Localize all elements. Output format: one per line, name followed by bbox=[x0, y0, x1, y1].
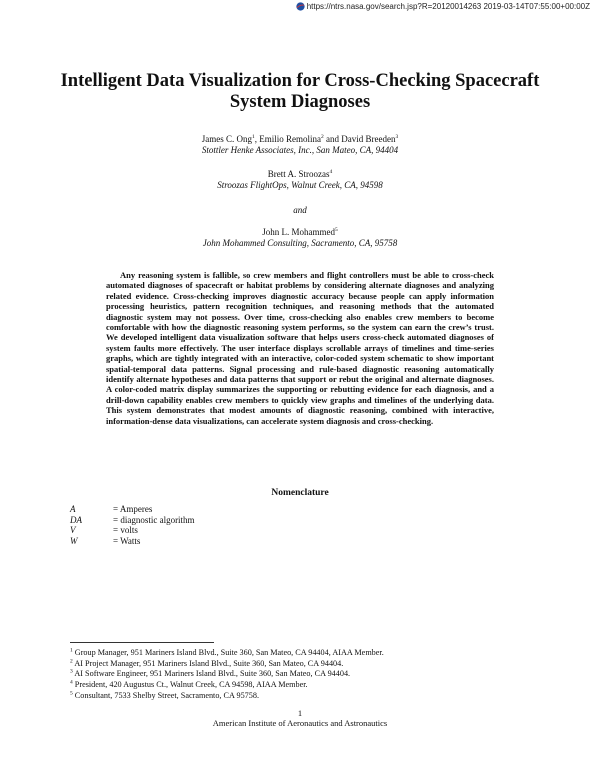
source-url[interactable]: https://ntrs.nasa.gov/search.jsp?R=20120014263 2019-03-14T07:55:00+00:00Z bbox=[306, 2, 590, 11]
page-number: 1 bbox=[297, 708, 303, 718]
footnote bbox=[70, 691, 384, 702]
footnote-divider bbox=[70, 642, 214, 643]
nomenclature-title: Nomenclature bbox=[271, 488, 329, 498]
title-line-1: Intelligent Data Visualization for Cross-Checking Spacecraft bbox=[60, 71, 540, 91]
nomenclature-entry bbox=[70, 515, 195, 526]
footnote-text: President, 420 Augustus Ct., Walnut Creek, CA 94598, AIAA Member. bbox=[74, 680, 308, 690]
footnote-text: Consultant, 7533 Shelby Street, Sacramento, CA 95758. bbox=[74, 690, 259, 700]
footnote bbox=[70, 648, 384, 659]
author-names bbox=[40, 169, 560, 180]
author-block-2 bbox=[40, 169, 560, 191]
author-affiliation: Stottler Henke Associates, Inc., San Mateo, CA, 94404 bbox=[201, 145, 399, 155]
footnote-text: AI Project Manager, 951 Mariners Island Blvd., Suite 360, San Mateo, CA 94404. bbox=[74, 658, 344, 668]
footnote bbox=[70, 680, 384, 691]
nomenclature-definition: = Amperes bbox=[113, 504, 153, 514]
author-name: James C. Ong bbox=[201, 134, 252, 144]
nomenclature-entry bbox=[70, 504, 195, 515]
author-footnote-mark: 1 bbox=[252, 134, 255, 140]
footnote-number: 2 bbox=[70, 657, 73, 664]
nomenclature-symbol: V bbox=[70, 525, 76, 536]
nomenclature-definition: = Watts bbox=[113, 535, 141, 546]
author-block-1 bbox=[40, 134, 560, 156]
author-name: David Breeden bbox=[341, 134, 396, 144]
author-footnote-mark: 4 bbox=[329, 169, 333, 175]
author-block-3 bbox=[40, 227, 560, 249]
title-line-2: System Diagnoses bbox=[229, 92, 371, 112]
author-footnote-mark: 2 bbox=[321, 134, 324, 140]
paper-title bbox=[40, 71, 560, 113]
author-names bbox=[40, 134, 560, 145]
footnote-number: 1 bbox=[70, 647, 73, 654]
source-header bbox=[296, 2, 590, 11]
nasa-logo-icon bbox=[296, 2, 305, 11]
author-footnote-mark: 5 bbox=[335, 227, 338, 233]
and-separator: and bbox=[293, 205, 307, 215]
nomenclature-entry bbox=[70, 536, 195, 547]
footnotes bbox=[70, 648, 384, 702]
author-name: Brett A. Stroozas bbox=[267, 169, 330, 179]
footnote-text: Group Manager, 951 Mariners Island Blvd., Suite 360, San Mateo, CA 94404, AIAA Member. bbox=[74, 648, 384, 657]
author-name: Emilio Remolina bbox=[259, 134, 321, 144]
author-footnote-mark: 3 bbox=[395, 134, 399, 140]
nomenclature-list bbox=[70, 504, 195, 546]
nomenclature-symbol: DA bbox=[70, 514, 82, 525]
footnote bbox=[70, 669, 384, 680]
nomenclature-symbol: W bbox=[70, 535, 78, 546]
nomenclature-symbol: A bbox=[70, 504, 76, 514]
nomenclature-definition: = volts bbox=[113, 525, 138, 536]
author-name: John L. Mohammed bbox=[262, 227, 335, 237]
author-separator: and bbox=[323, 134, 342, 144]
author-affiliation: Stroozas FlightOps, Walnut Creek, CA, 94598 bbox=[217, 180, 383, 190]
footnote-number: 4 bbox=[70, 679, 73, 686]
page-footer: American Institute of Aeronautics and Astronautics bbox=[212, 718, 388, 728]
footnote bbox=[70, 659, 384, 670]
nomenclature-entry bbox=[70, 525, 195, 536]
nomenclature-definition: = diagnostic algorithm bbox=[113, 514, 195, 525]
footnote-text: AI Software Engineer, 951 Mariners Island Blvd., Suite 360, San Mateo, CA 94404. bbox=[74, 669, 351, 679]
author-affiliation: John Mohammed Consulting, Sacramento, CA, 95758 bbox=[202, 238, 398, 248]
author-separator: , bbox=[254, 134, 260, 144]
footnote-number: 5 bbox=[70, 690, 73, 697]
abstract: Any reasoning system is fallible, so crew members and flight controllers must be able to cross-check automated diagnoses of spacecraft or habitat problems by considering alternate diagnoses and analyzing related evidence. Cross-checking improves diagnostic accuracy because people can apply information processing heuristics, pattern recognition techniques, and reasoning methods that the automated diagnostic system may not possess. Over time, cross-checking also enables crew members to become comfortable with how the diagnostic reasoning system performs, so the system can earn the crew’s trust. We developed intelligent data visualization software that helps users cross-check automated diagnoses of system faults more effectively. The user interface displays scrollable arrays of timelines and time-series graphs, which are tightly integrated with an interactive, color-coded system schematic to show important spatial-temporal data patterns. Signal processing and rule-based diagnostic reasoning automatically identify alternate hypotheses and data patterns that support or rebut the original and alternate diagnoses. A color-coded matrix display summarizes the supporting or rebutting evidence for each diagnosis, and a drill-down capability enables crew members to quickly view graphs and timelines of the underlying data. This system demonstrates that modest amounts of diagnostic reasoning, combined with interactive, information-dense data visualizations, can accelerate system diagnosis and cross-checking. bbox=[106, 270, 494, 426]
author-names bbox=[40, 227, 560, 238]
footnote-number: 3 bbox=[70, 668, 73, 675]
